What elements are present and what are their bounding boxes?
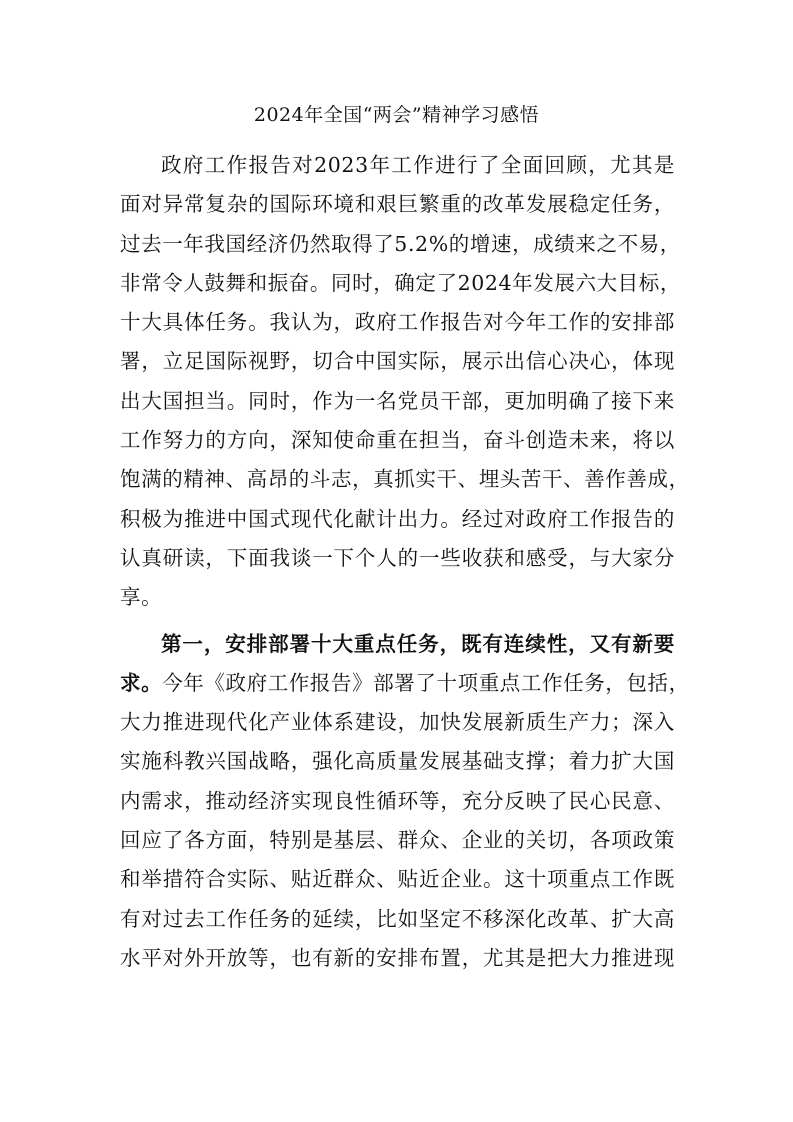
paragraph-line: 享。 bbox=[120, 585, 163, 610]
paragraph-line: 积极为推进中国式现代化献计出力。经过对政府工作报告的 bbox=[120, 506, 675, 531]
paragraph-line: 工作努力的方向，深知使命重在担当，奋斗创造未来，将以 bbox=[120, 428, 675, 453]
paragraph-line: 署，立足国际视野，切合中国实际，展示出信心决心，体现 bbox=[120, 349, 675, 374]
paragraph-line: 十大具体任务。我认为，政府工作报告对今年工作的安排部 bbox=[120, 310, 675, 335]
paragraph-line: 出大国担当。同时，作为一名党员干部，更加明确了接下来 bbox=[120, 388, 675, 413]
paragraph-line: 政府工作报告对2023年工作进行了全面回顾，尤其是 bbox=[161, 153, 675, 177]
paragraph-line: 非常令人鼓舞和振奋。同时，确定了2024年发展六大目标， bbox=[120, 270, 681, 295]
paragraph-line: 有对过去工作任务的延续，比如坚定不移深化改革、扩大高 bbox=[120, 906, 675, 931]
document-title: 2024年全国“两会”精神学习感悟 bbox=[253, 104, 540, 126]
paragraph-line: 认真研读，下面我谈一下个人的一些收获和感受，与大家分 bbox=[120, 545, 675, 570]
paragraph-line: 水平对外开放等，也有新的安排布置，尤其是把大力推进现 bbox=[120, 945, 675, 970]
paragraph-line-text: 今年《政府工作报告》部署了十项重点工作任务，包括， bbox=[162, 670, 690, 695]
document-body bbox=[120, 146, 690, 978]
paragraph-line: 实施科教兴国战略，强化高质量发展基础支撑；着力扩大国 bbox=[120, 749, 675, 774]
section-heading: 第一，安排部署十大重点任务，既有连续性，又有新要 bbox=[161, 631, 675, 656]
paragraph-line: 大力推进现代化产业体系建设，加快发展新质生产力；深入 bbox=[120, 710, 675, 735]
section-heading-end: 求。 bbox=[120, 670, 163, 695]
paragraph-line: 饱满的精神、高昂的斗志，真抓实干、埋头苦干、善作善成， bbox=[120, 467, 690, 492]
paragraph-intro bbox=[120, 146, 690, 618]
paragraph-line bbox=[120, 664, 690, 703]
paragraph-line: 内需求，推动经济实现良性循环等，充分反映了民心民意、 bbox=[120, 788, 675, 813]
paragraph-line: 和举措符合实际、贴近群众、贴近企业。这十项重点工作既 bbox=[120, 867, 675, 892]
paragraph-line: 面对异常复杂的国际环境和艰巨繁重的改革发展稳定任务， bbox=[120, 192, 675, 217]
paragraph-first-point bbox=[120, 625, 690, 979]
paragraph-line: 过去一年我国经济仍然取得了5.2%的增速，成绩来之不易， bbox=[120, 231, 681, 256]
paragraph-line: 回应了各方面，特别是基层、群众、企业的关切，各项政策 bbox=[120, 828, 675, 853]
